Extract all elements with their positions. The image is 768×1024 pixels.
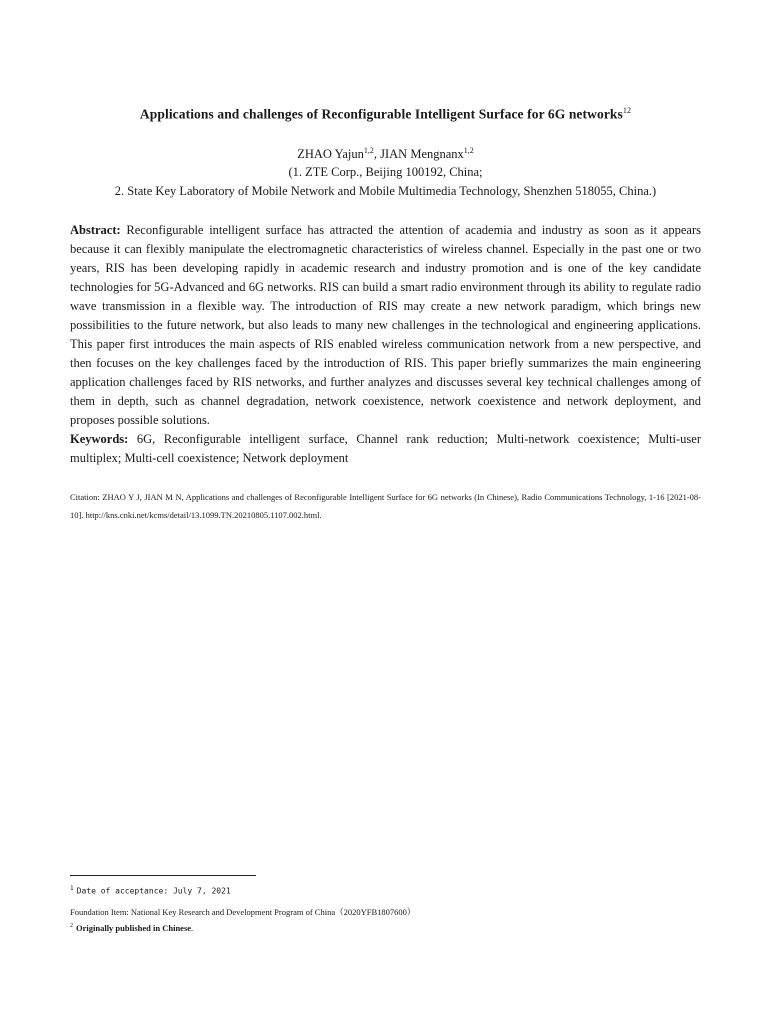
footnote-2-text: Originally published in Chinese bbox=[76, 923, 192, 933]
author-list bbox=[70, 146, 701, 162]
author-separator: , bbox=[373, 147, 381, 162]
title-footnote-marks: 12 bbox=[622, 106, 632, 115]
citation: Citation: ZHAO Y J, JIAN M N, Applications and challenges of Reconfigurable Intelligent Surface for 6G networks (In Chinese), Radio Communications Technology, 1-16 [2021-08-10]. http://kns.cnki.net/kcms/detail/13.1099.TN.20210805.1107.002.html. bbox=[70, 492, 701, 520]
paper-title-text: Applications and challenges of Reconfigurable Intelligent Surface for 6G networks bbox=[139, 106, 623, 122]
footnote-1-mark: 1 bbox=[70, 885, 74, 892]
author-1: ZHAO Yajun bbox=[297, 147, 364, 162]
affiliation-2: 2. State Key Laboratory of Mobile Network and Mobile Multimedia Technology, Shenzhen 518055, China.) bbox=[114, 184, 657, 198]
footnote-2-mark: 2 bbox=[70, 923, 73, 930]
footnote-1-text: Date of acceptance: July 7, 2021 bbox=[76, 886, 231, 896]
footnote-2 bbox=[70, 923, 701, 933]
footnote-foundation: Foundation Item: National Key Research and Development Program of China（2020YFB1807600） bbox=[70, 907, 416, 917]
abstract bbox=[70, 221, 701, 430]
paper-title bbox=[70, 106, 701, 123]
keywords bbox=[70, 430, 701, 468]
author-1-affiliation: 1,2 bbox=[363, 146, 374, 155]
abstract-label: Abstract: bbox=[70, 223, 121, 237]
footnote-divider bbox=[70, 875, 256, 876]
keywords-text: 6G, Reconfigurable intelligent surface, Channel rank reduction; Multi-network coexistence; Multi-user multiplex; Multi-cell coexistence; Network deployment bbox=[70, 432, 701, 465]
abstract-text: Reconfigurable intelligent surface has attracted the attention of academia and industry as soon as it appears because it can flexibly manipulate the electromagnetic characteristics of wireless channel. Especially in the past one or two years, RIS has been developing rapidly in academic research and industry promotion and is one of the key candidate technologies for 5G-Advanced and 6G networks. RIS can build a smart radio environment through its ability to regulate radio wave transmission in a flexible way. The introduction of RIS may create a new network paradigm, which brings new possibilities to the future network, but also leads to many new challenges in the technological and engineering applications. This paper first introduces the main aspects of RIS enabled wireless communication network from a new perspective, and then focuses on the key challenges faced by the introduction of RIS. This paper briefly summarizes the main engineering application challenges faced by RIS networks, and further analyzes and discusses several key technical challenges among of them in depth, such as channel degradation, network coexistence, network coexistence and network deployment, and proposes possible solutions. bbox=[70, 223, 701, 427]
paper-page bbox=[70, 0, 701, 1024]
affiliation-1: (1. ZTE Corp., Beijing 100192, China; bbox=[288, 165, 483, 179]
footnote-2-period: . bbox=[191, 923, 194, 933]
author-2-affiliation: 1,2 bbox=[463, 146, 474, 155]
footnote-1 bbox=[70, 885, 701, 896]
keywords-label: Keywords: bbox=[70, 432, 129, 446]
author-2: JIAN Mengnanx bbox=[380, 147, 464, 162]
